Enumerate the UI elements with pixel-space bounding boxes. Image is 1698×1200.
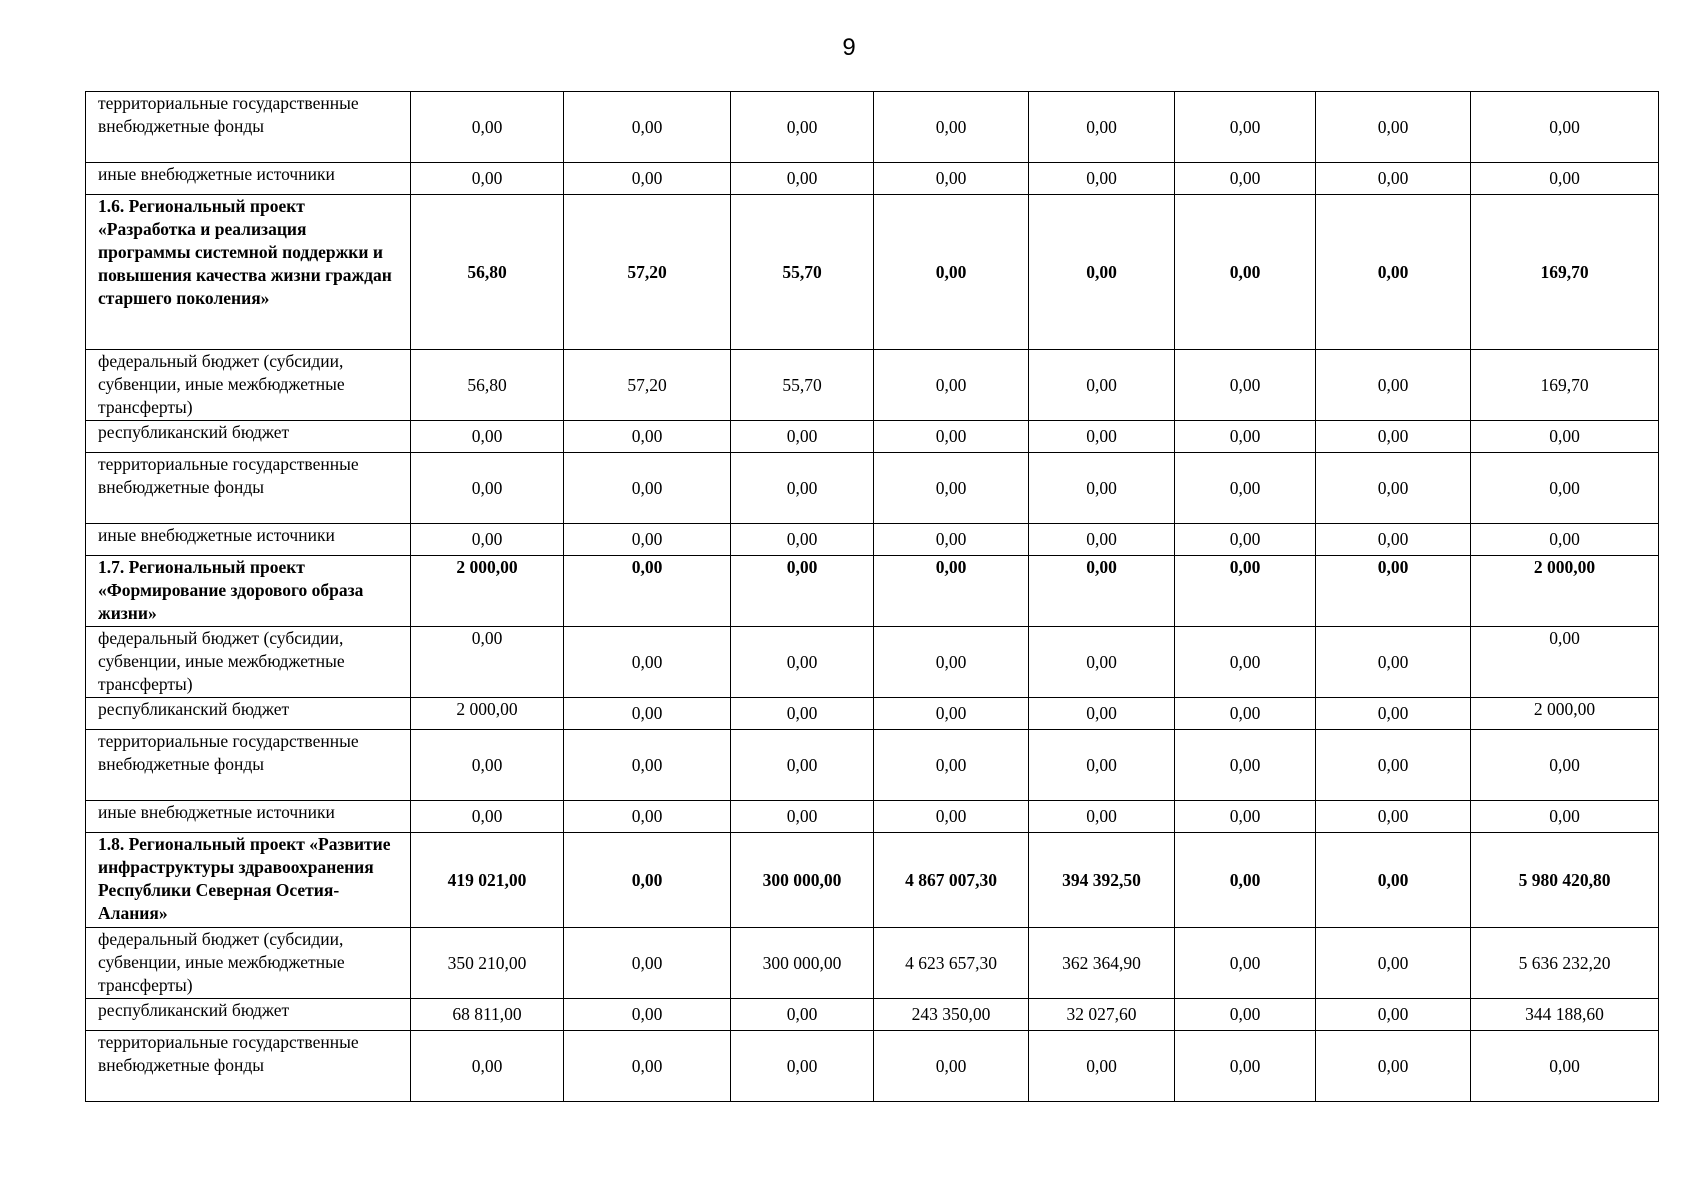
value-cell: 0,00 (1316, 627, 1471, 698)
value-cell: 0,00 (1471, 92, 1659, 163)
budget-table (85, 91, 1659, 1102)
value-cell: 0,00 (564, 801, 731, 833)
value-cell: 0,00 (1316, 801, 1471, 833)
value-cell: 0,00 (1471, 801, 1659, 833)
table-row (86, 627, 1659, 698)
value-cell: 0,00 (874, 730, 1029, 801)
value-cell: 0,00 (874, 163, 1029, 195)
value-cell: 0,00 (1316, 999, 1471, 1031)
value-cell: 0,00 (564, 163, 731, 195)
value-cell: 0,00 (564, 999, 731, 1031)
value-cell: 0,00 (411, 163, 564, 195)
value-cell: 0,00 (874, 1031, 1029, 1102)
table-row (86, 195, 1659, 350)
value-cell: 0,00 (411, 801, 564, 833)
value-cell: 0,00 (1316, 1031, 1471, 1102)
value-cell: 394 392,50 (1029, 833, 1175, 928)
value-cell: 0,00 (1175, 801, 1316, 833)
value-cell: 57,20 (564, 195, 731, 350)
value-cell: 0,00 (1316, 163, 1471, 195)
value-cell: 0,00 (731, 92, 874, 163)
value-cell: 0,00 (731, 801, 874, 833)
value-cell: 0,00 (874, 801, 1029, 833)
value-cell: 0,00 (1029, 627, 1175, 698)
table-row (86, 698, 1659, 730)
value-cell: 0,00 (1029, 556, 1175, 627)
value-cell: 0,00 (1029, 453, 1175, 524)
value-cell: 0,00 (564, 1031, 731, 1102)
value-cell: 0,00 (1029, 163, 1175, 195)
value-cell: 0,00 (411, 730, 564, 801)
value-cell: 0,00 (1175, 524, 1316, 556)
value-cell: 0,00 (874, 698, 1029, 730)
row-label: иные внебюджетные источники (86, 524, 411, 556)
row-label: 1.8. Региональный проект «Развитие инфраструктуры здравоохранения Республики Северная Осетия-Алания» (86, 833, 411, 928)
value-cell: 55,70 (731, 195, 874, 350)
value-cell: 0,00 (1316, 698, 1471, 730)
value-cell: 0,00 (564, 627, 731, 698)
value-cell: 300 000,00 (731, 833, 874, 928)
value-cell: 0,00 (731, 421, 874, 453)
value-cell: 0,00 (1175, 627, 1316, 698)
table-row (86, 556, 1659, 627)
value-cell: 0,00 (1471, 524, 1659, 556)
value-cell: 2 000,00 (411, 556, 564, 627)
row-label: территориальные государственные внебюджетные фонды (86, 730, 411, 801)
value-cell: 0,00 (564, 928, 731, 999)
value-cell: 0,00 (564, 698, 731, 730)
value-cell: 300 000,00 (731, 928, 874, 999)
value-cell: 0,00 (1175, 195, 1316, 350)
table-body (86, 92, 1659, 1102)
value-cell: 362 364,90 (1029, 928, 1175, 999)
value-cell: 0,00 (411, 524, 564, 556)
value-cell: 0,00 (1471, 730, 1659, 801)
page-number: 9 (842, 34, 856, 61)
table-row (86, 350, 1659, 421)
row-label: 1.6. Региональный проект «Разработка и реализация программы системной поддержки и повышения качества жизни граждан старшего поколения» (86, 195, 411, 350)
value-cell: 0,00 (1316, 833, 1471, 928)
table-row (86, 928, 1659, 999)
value-cell: 0,00 (1316, 453, 1471, 524)
value-cell: 0,00 (1175, 556, 1316, 627)
value-cell: 68 811,00 (411, 999, 564, 1031)
value-cell: 0,00 (411, 421, 564, 453)
value-cell: 2 000,00 (1471, 556, 1659, 627)
value-cell: 0,00 (564, 524, 731, 556)
value-cell: 0,00 (1471, 453, 1659, 524)
value-cell: 0,00 (731, 556, 874, 627)
value-cell: 0,00 (564, 556, 731, 627)
value-cell: 2 000,00 (411, 698, 564, 730)
value-cell: 0,00 (564, 421, 731, 453)
value-cell: 0,00 (1175, 1031, 1316, 1102)
value-cell: 0,00 (1316, 195, 1471, 350)
value-cell: 0,00 (564, 92, 731, 163)
value-cell: 0,00 (874, 195, 1029, 350)
row-label: федеральный бюджет (субсидии, субвенции, иные межбюджетные трансферты) (86, 350, 411, 421)
value-cell: 0,00 (1316, 730, 1471, 801)
table-row (86, 801, 1659, 833)
value-cell: 0,00 (411, 627, 564, 698)
row-label: территориальные государственные внебюджетные фонды (86, 453, 411, 524)
value-cell: 0,00 (1175, 730, 1316, 801)
value-cell: 0,00 (731, 627, 874, 698)
value-cell: 0,00 (411, 92, 564, 163)
value-cell: 57,20 (564, 350, 731, 421)
value-cell: 0,00 (1316, 350, 1471, 421)
value-cell: 0,00 (1471, 163, 1659, 195)
value-cell: 4 623 657,30 (874, 928, 1029, 999)
value-cell: 0,00 (1029, 801, 1175, 833)
value-cell: 344 188,60 (1471, 999, 1659, 1031)
value-cell: 0,00 (1175, 421, 1316, 453)
row-label: республиканский бюджет (86, 999, 411, 1031)
row-label: иные внебюджетные источники (86, 163, 411, 195)
table-row (86, 524, 1659, 556)
row-label: территориальные государственные внебюджетные фонды (86, 1031, 411, 1102)
value-cell: 32 027,60 (1029, 999, 1175, 1031)
value-cell: 0,00 (731, 999, 874, 1031)
value-cell: 0,00 (411, 1031, 564, 1102)
value-cell: 0,00 (874, 421, 1029, 453)
value-cell: 4 867 007,30 (874, 833, 1029, 928)
row-label: территориальные государственные внебюджетные фонды (86, 92, 411, 163)
value-cell: 2 000,00 (1471, 698, 1659, 730)
value-cell: 0,00 (1471, 421, 1659, 453)
value-cell: 0,00 (731, 730, 874, 801)
value-cell: 0,00 (874, 350, 1029, 421)
table-row (86, 730, 1659, 801)
value-cell: 0,00 (731, 163, 874, 195)
value-cell: 56,80 (411, 350, 564, 421)
table-row (86, 1031, 1659, 1102)
row-label: федеральный бюджет (субсидии, субвенции, иные межбюджетные трансферты) (86, 627, 411, 698)
value-cell: 0,00 (1175, 698, 1316, 730)
value-cell: 0,00 (1175, 163, 1316, 195)
value-cell: 0,00 (1316, 556, 1471, 627)
value-cell: 0,00 (1471, 1031, 1659, 1102)
value-cell: 419 021,00 (411, 833, 564, 928)
value-cell: 0,00 (1175, 999, 1316, 1031)
value-cell: 0,00 (1029, 92, 1175, 163)
value-cell: 0,00 (874, 556, 1029, 627)
table-row (86, 163, 1659, 195)
value-cell: 0,00 (564, 453, 731, 524)
value-cell: 0,00 (731, 1031, 874, 1102)
value-cell: 0,00 (1029, 350, 1175, 421)
table-row (86, 999, 1659, 1031)
value-cell: 0,00 (1175, 350, 1316, 421)
value-cell: 0,00 (1471, 627, 1659, 698)
value-cell: 0,00 (731, 524, 874, 556)
value-cell: 5 636 232,20 (1471, 928, 1659, 999)
value-cell: 0,00 (1316, 421, 1471, 453)
value-cell: 0,00 (1029, 730, 1175, 801)
value-cell: 0,00 (1175, 928, 1316, 999)
value-cell: 0,00 (1175, 833, 1316, 928)
table-row (86, 92, 1659, 163)
value-cell: 0,00 (731, 698, 874, 730)
value-cell: 0,00 (874, 453, 1029, 524)
value-cell: 0,00 (564, 730, 731, 801)
row-label: иные внебюджетные источники (86, 801, 411, 833)
value-cell: 0,00 (874, 92, 1029, 163)
row-label: республиканский бюджет (86, 698, 411, 730)
row-label: федеральный бюджет (субсидии, субвенции, иные межбюджетные трансферты) (86, 928, 411, 999)
value-cell: 169,70 (1471, 195, 1659, 350)
value-cell: 5 980 420,80 (1471, 833, 1659, 928)
table-row (86, 453, 1659, 524)
value-cell: 0,00 (411, 453, 564, 524)
value-cell: 0,00 (1029, 421, 1175, 453)
table-row (86, 421, 1659, 453)
value-cell: 0,00 (1175, 453, 1316, 524)
value-cell: 0,00 (1316, 92, 1471, 163)
value-cell: 55,70 (731, 350, 874, 421)
value-cell: 0,00 (1029, 1031, 1175, 1102)
value-cell: 350 210,00 (411, 928, 564, 999)
value-cell: 0,00 (874, 627, 1029, 698)
value-cell: 0,00 (1316, 524, 1471, 556)
value-cell: 0,00 (1175, 92, 1316, 163)
table-row (86, 833, 1659, 928)
value-cell: 0,00 (731, 453, 874, 524)
value-cell: 0,00 (1029, 524, 1175, 556)
value-cell: 243 350,00 (874, 999, 1029, 1031)
row-label: республиканский бюджет (86, 421, 411, 453)
value-cell: 169,70 (1471, 350, 1659, 421)
value-cell: 0,00 (1029, 698, 1175, 730)
row-label: 1.7. Региональный проект «Формирование здорового образа жизни» (86, 556, 411, 627)
value-cell: 0,00 (1316, 928, 1471, 999)
value-cell: 0,00 (874, 524, 1029, 556)
value-cell: 0,00 (564, 833, 731, 928)
value-cell: 0,00 (1029, 195, 1175, 350)
value-cell: 56,80 (411, 195, 564, 350)
